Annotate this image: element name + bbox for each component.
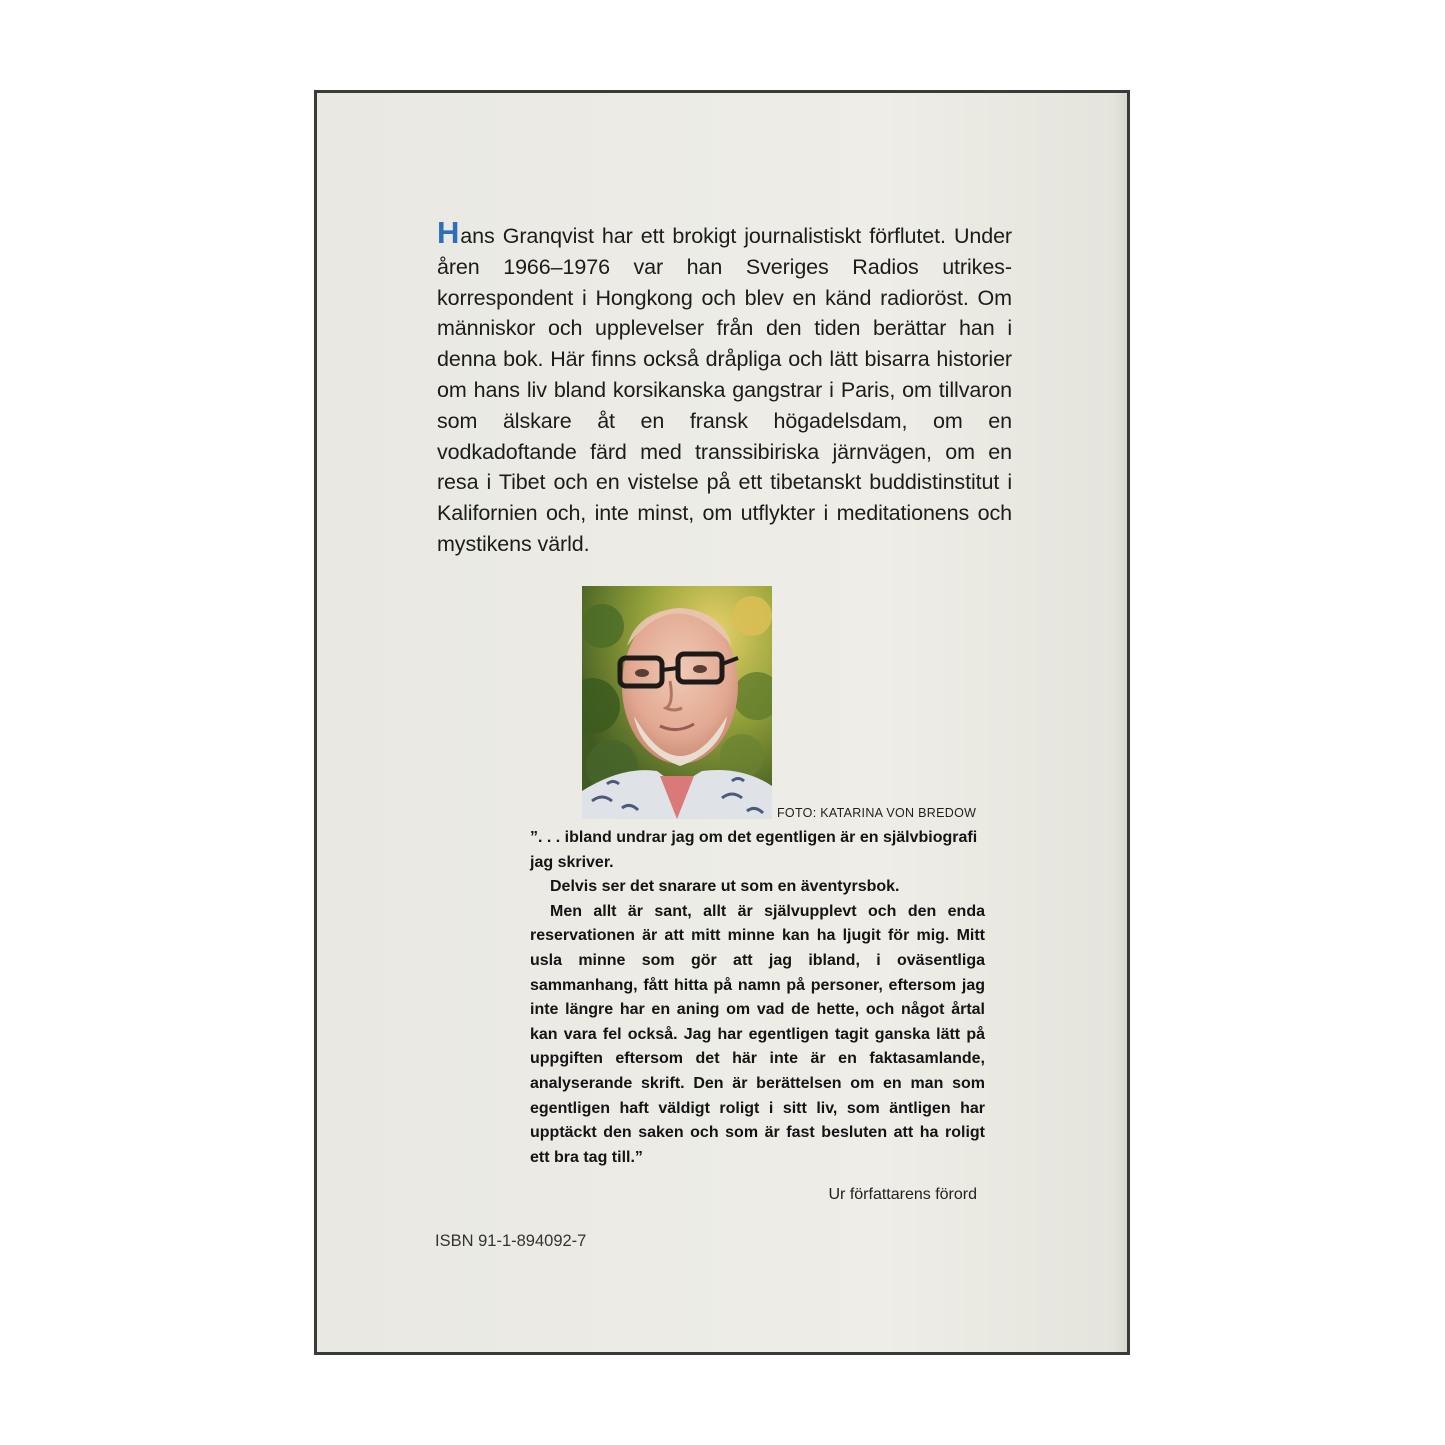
quote-paragraph: Men allt är sant, allt är självupplevt och den enda reservationen är att mitt minne kan ha ljugit för mig. Mitt usla minne som gör att jag ibland, i oväsentliga sammanhang, fått hitta på namn på personer, eftersom jag inte längre har en aning om vad de hette, och något årtal kan vara fel också. Jag har egentligen tagit ganska lätt på uppgiften eftersom det här inte är en faktasamlande, analyserande skrift. Den är berättelsen om en man som egentligen haft väldigt roligt i sitt liv, som äntligen har upptäckt den saken och som är fast besluten att ha roligt ett bra tag till.”: [530, 902, 985, 1166]
book-back-cover: [314, 90, 1130, 1355]
blurb-paragraph: [437, 215, 1012, 560]
quote-paragraph: Delvis ser det snarare ut som en äventyrsbok.: [550, 878, 900, 896]
book-edge-shadow: [1113, 93, 1127, 1352]
isbn: ISBN 91-1-894092-7: [435, 1232, 587, 1250]
drop-cap: H: [437, 215, 460, 250]
quote-paragraph: ”. . . ibland undrar jag om det egentligen är en självbiografi jag skriver.: [530, 829, 978, 871]
photo-credit: FOTO: KATARINA VON BREDOW: [777, 806, 977, 820]
blurb-text: ans Granqvist har ett brokigt journalistiskt förflutet. Under åren 1966–1976 var han Sveriges Radios utrikeskorrespondent i Hongkong och blev en känd radioröst. Om människor och upplevelser från den tiden berättar han i denna bok. Här finns också dråpliga och lätt bisarra historier om hans liv bland korsikanska gangstrar i Paris, om tillvaron som älskare åt en fransk högadelsdam, om en vodkadoftande färd med transsibiriska järnvägen, om en resa i Tibet och en vistelse på ett tibetanskt buddistinstitut i Kalifornien och, inte minst, om utflykter i meditationens och mystikens värld.: [437, 224, 1012, 556]
author-photo: [582, 586, 772, 819]
author-quote: [530, 826, 985, 1170]
quote-source: Ur författarens förord: [828, 1186, 977, 1203]
